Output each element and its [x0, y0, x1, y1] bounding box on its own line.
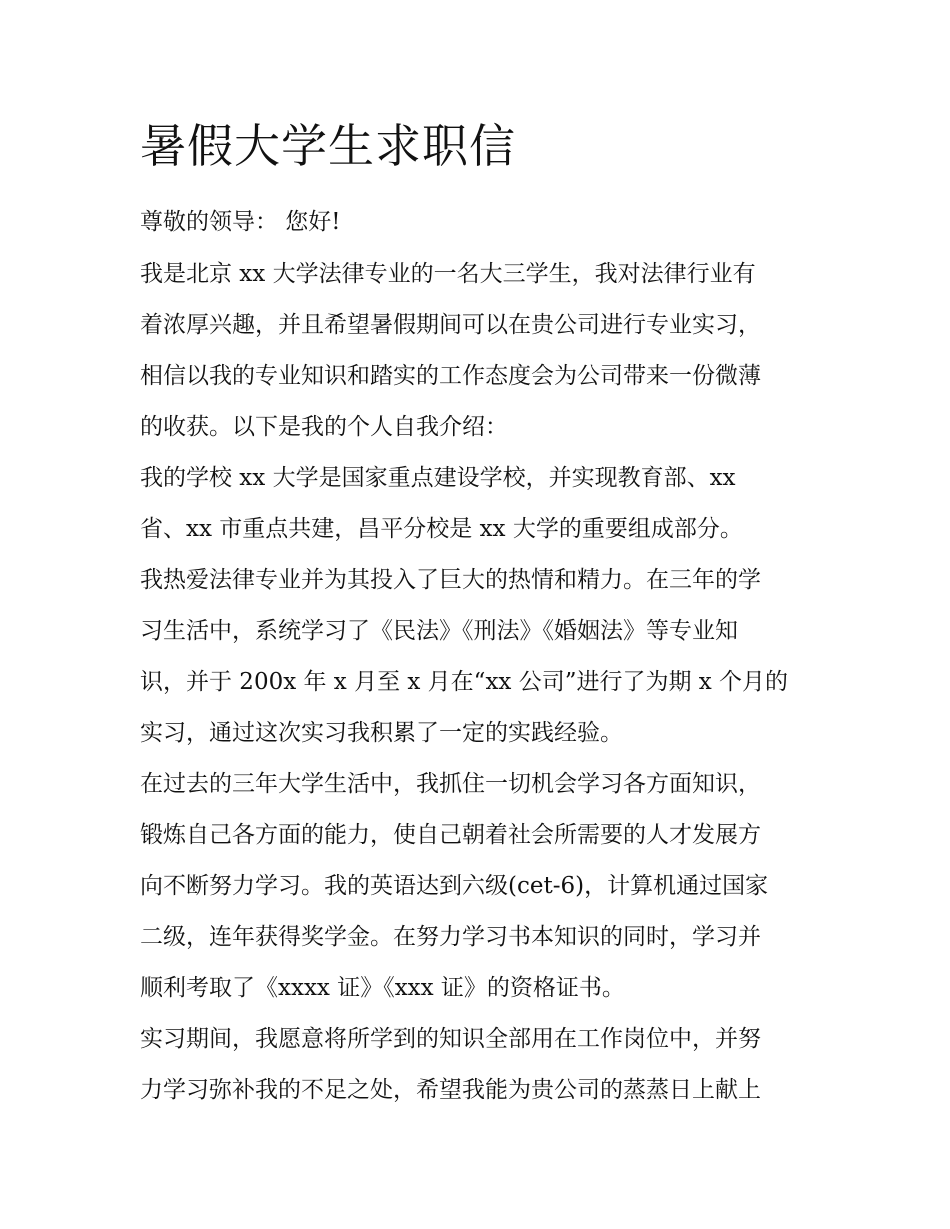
- body-line: 实习，通过这次实习我积累了一定的实践经验。: [140, 720, 623, 746]
- body-line: 在过去的三年大学生活中，我抓住一切机会学习各方面知识，: [140, 771, 761, 797]
- page-title: 暑假大学生求职信: [140, 119, 516, 173]
- salutation-line: 尊敬的领导： 您好!: [140, 209, 341, 235]
- body-line: 我热爱法律专业并为其投入了巨大的热情和精力。在三年的学: [140, 567, 761, 593]
- body-line: 我是北京 xx 大学法律专业的一名大三学生，我对法律行业有: [140, 261, 756, 287]
- body-line: 实习期间，我愿意将所学到的知识全部用在工作岗位中，并努: [140, 1026, 761, 1052]
- body-line: 顺利考取了《xxxx 证》《xxx 证》的资格证书。: [140, 975, 625, 1001]
- body-line: 的收获。以下是我的个人自我介绍：: [140, 414, 508, 440]
- body-line: 二级，连年获得奖学金。在努力学习书本知识的同时，学习并: [140, 924, 761, 950]
- body-line: 向不断努力学习。我的英语达到六级(cet-6)，计算机通过国家: [140, 873, 769, 899]
- body-line: 习生活中，系统学习了《民法》《刑法》《婚姻法》等专业知: [140, 618, 738, 644]
- body-line: 省、xx 市重点共建，昌平分校是 xx 大学的重要组成部分。: [140, 516, 743, 542]
- body-line: 锻炼自己各方面的能力，使自己朝着社会所需要的人才发展方: [140, 822, 761, 848]
- body-line: 着浓厚兴趣，并且希望暑假期间可以在贵公司进行专业实习，: [140, 312, 761, 338]
- body-line: 相信以我的专业知识和踏实的工作态度会为公司带来一份微薄: [140, 363, 761, 389]
- body-line: 力学习弥补我的不足之处，希望我能为贵公司的蒸蒸日上献上: [140, 1077, 761, 1103]
- body-line: 识，并于 200x 年 x 月至 x 月在“xx 公司”进行了为期 x 个月的: [140, 669, 789, 695]
- body-line: 我的学校 xx 大学是国家重点建设学校，并实现教育部、xx: [140, 465, 736, 491]
